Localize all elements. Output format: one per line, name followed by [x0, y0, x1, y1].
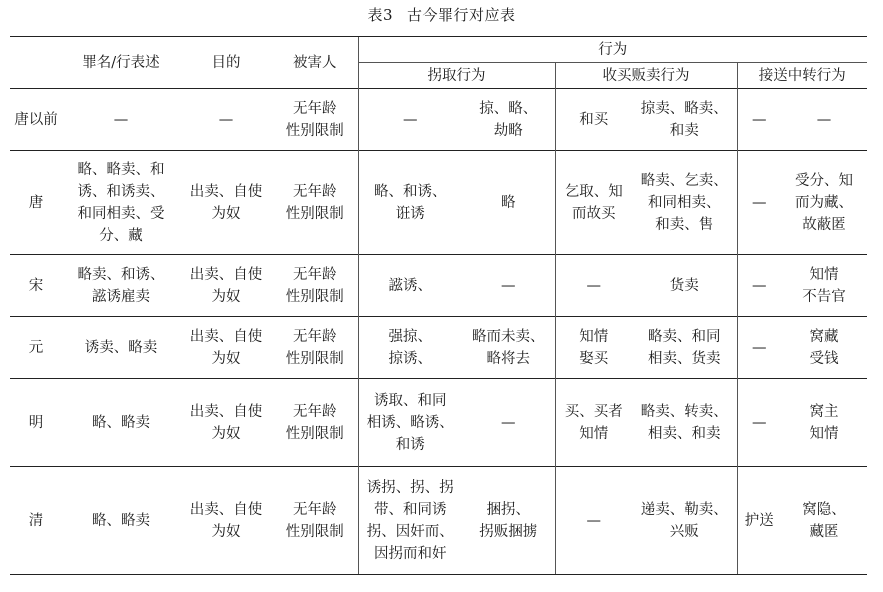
- era-cell: 元: [10, 317, 62, 379]
- table-row: [10, 467, 867, 575]
- abduct-cell-2: 掠、略、 劫略: [462, 89, 555, 151]
- buysell-cell-1: 乞取、知 而故买: [555, 151, 632, 255]
- transfer-cell-1: 护送: [737, 467, 781, 575]
- table-row: [10, 151, 867, 255]
- abduct-cell-2: 略而未卖、 略将去: [462, 317, 555, 379]
- transfer-cell-2: 窝隐、 藏匿: [781, 467, 867, 575]
- header-row-1: [10, 37, 867, 63]
- transfer-cell-2: 窝藏 受钱: [781, 317, 867, 379]
- header-abduct: 拐取行为: [358, 63, 555, 89]
- purpose-cell: 出卖、自使 为奴: [180, 151, 272, 255]
- purpose-cell: 出卖、自使 为奴: [180, 255, 272, 317]
- era-cell: 宋: [10, 255, 62, 317]
- transfer-cell-1: —: [737, 89, 781, 151]
- transfer-cell-2: 受分、知 而为藏、 故蔽匿: [781, 151, 867, 255]
- era-cell: 清: [10, 467, 62, 575]
- crime-cell: —: [62, 89, 180, 151]
- header-crime: 罪名/行表述: [62, 37, 180, 89]
- purpose-cell: 出卖、自使 为奴: [180, 467, 272, 575]
- buysell-cell-1: —: [555, 255, 632, 317]
- table-number: 表3: [367, 6, 394, 24]
- transfer-cell-1: —: [737, 379, 781, 467]
- victim-cell: 无年龄 性别限制: [272, 89, 358, 151]
- buysell-cell-1: 买、买者 知情: [555, 379, 632, 467]
- crime-cell: 诱卖、略卖: [62, 317, 180, 379]
- crime-cell: 略、略卖、和 诱、和诱卖、 和同相卖、受 分、藏: [62, 151, 180, 255]
- header-victim: 被害人: [272, 37, 358, 89]
- table-row: [10, 379, 867, 467]
- era-cell: 唐: [10, 151, 62, 255]
- abduct-cell-1: 誸诱、: [358, 255, 462, 317]
- abduct-cell-2: —: [462, 255, 555, 317]
- purpose-cell: 出卖、自使 为奴: [180, 317, 272, 379]
- table-row: [10, 89, 867, 151]
- table-caption: [0, 4, 883, 25]
- buysell-cell-2: 略卖、乞卖、 和同相卖、 和卖、售: [632, 151, 737, 255]
- victim-cell: 无年龄 性别限制: [272, 151, 358, 255]
- buysell-cell-2: 递卖、勒卖、 兴贩: [632, 467, 737, 575]
- transfer-cell-1: —: [737, 317, 781, 379]
- header-era: [10, 37, 62, 89]
- crime-comparison-table: [10, 36, 867, 575]
- transfer-cell-1: —: [737, 255, 781, 317]
- buysell-cell-1: 和买: [555, 89, 632, 151]
- buysell-cell-1: —: [555, 467, 632, 575]
- header-buysell: 收买贩卖行为: [555, 63, 737, 89]
- abduct-cell-1: 略、和诱、 诳诱: [358, 151, 462, 255]
- crime-cell: 略卖、和诱、 誸诱雇卖: [62, 255, 180, 317]
- abduct-cell-2: 捆拐、 拐贩捆掳: [462, 467, 555, 575]
- crime-cell: 略、略卖: [62, 379, 180, 467]
- header-behavior: 行为: [358, 37, 867, 63]
- table-title: 古今罪行对应表: [407, 6, 516, 24]
- table-row: [10, 317, 867, 379]
- abduct-cell-1: —: [358, 89, 462, 151]
- header-transfer: 接送中转行为: [737, 63, 867, 89]
- transfer-cell-2: 窝主 知情: [781, 379, 867, 467]
- buysell-cell-1: 知情 娶买: [555, 317, 632, 379]
- buysell-cell-2: 略卖、转卖、 相卖、和卖: [632, 379, 737, 467]
- era-cell: 唐以前: [10, 89, 62, 151]
- buysell-cell-2: 略卖、和同 相卖、货卖: [632, 317, 737, 379]
- crime-cell: 略、略卖: [62, 467, 180, 575]
- abduct-cell-2: —: [462, 379, 555, 467]
- abduct-cell-1: 强掠、 掠诱、: [358, 317, 462, 379]
- purpose-cell: —: [180, 89, 272, 151]
- victim-cell: 无年龄 性别限制: [272, 467, 358, 575]
- victim-cell: 无年龄 性别限制: [272, 317, 358, 379]
- header-purpose: 目的: [180, 37, 272, 89]
- transfer-cell-1: —: [737, 151, 781, 255]
- table-row: [10, 255, 867, 317]
- abduct-cell-1: 诱拐、拐、拐 带、和同诱 拐、因奸而、 因拐而和奸: [358, 467, 462, 575]
- victim-cell: 无年龄 性别限制: [272, 255, 358, 317]
- abduct-cell-1: 诱取、和同 相诱、略诱、 和诱: [358, 379, 462, 467]
- victim-cell: 无年龄 性别限制: [272, 379, 358, 467]
- buysell-cell-2: 货卖: [632, 255, 737, 317]
- era-cell: 明: [10, 379, 62, 467]
- transfer-cell-2: —: [781, 89, 867, 151]
- abduct-cell-2: 略: [462, 151, 555, 255]
- transfer-cell-2: 知情 不告官: [781, 255, 867, 317]
- purpose-cell: 出卖、自使 为奴: [180, 379, 272, 467]
- buysell-cell-2: 掠卖、略卖、 和卖: [632, 89, 737, 151]
